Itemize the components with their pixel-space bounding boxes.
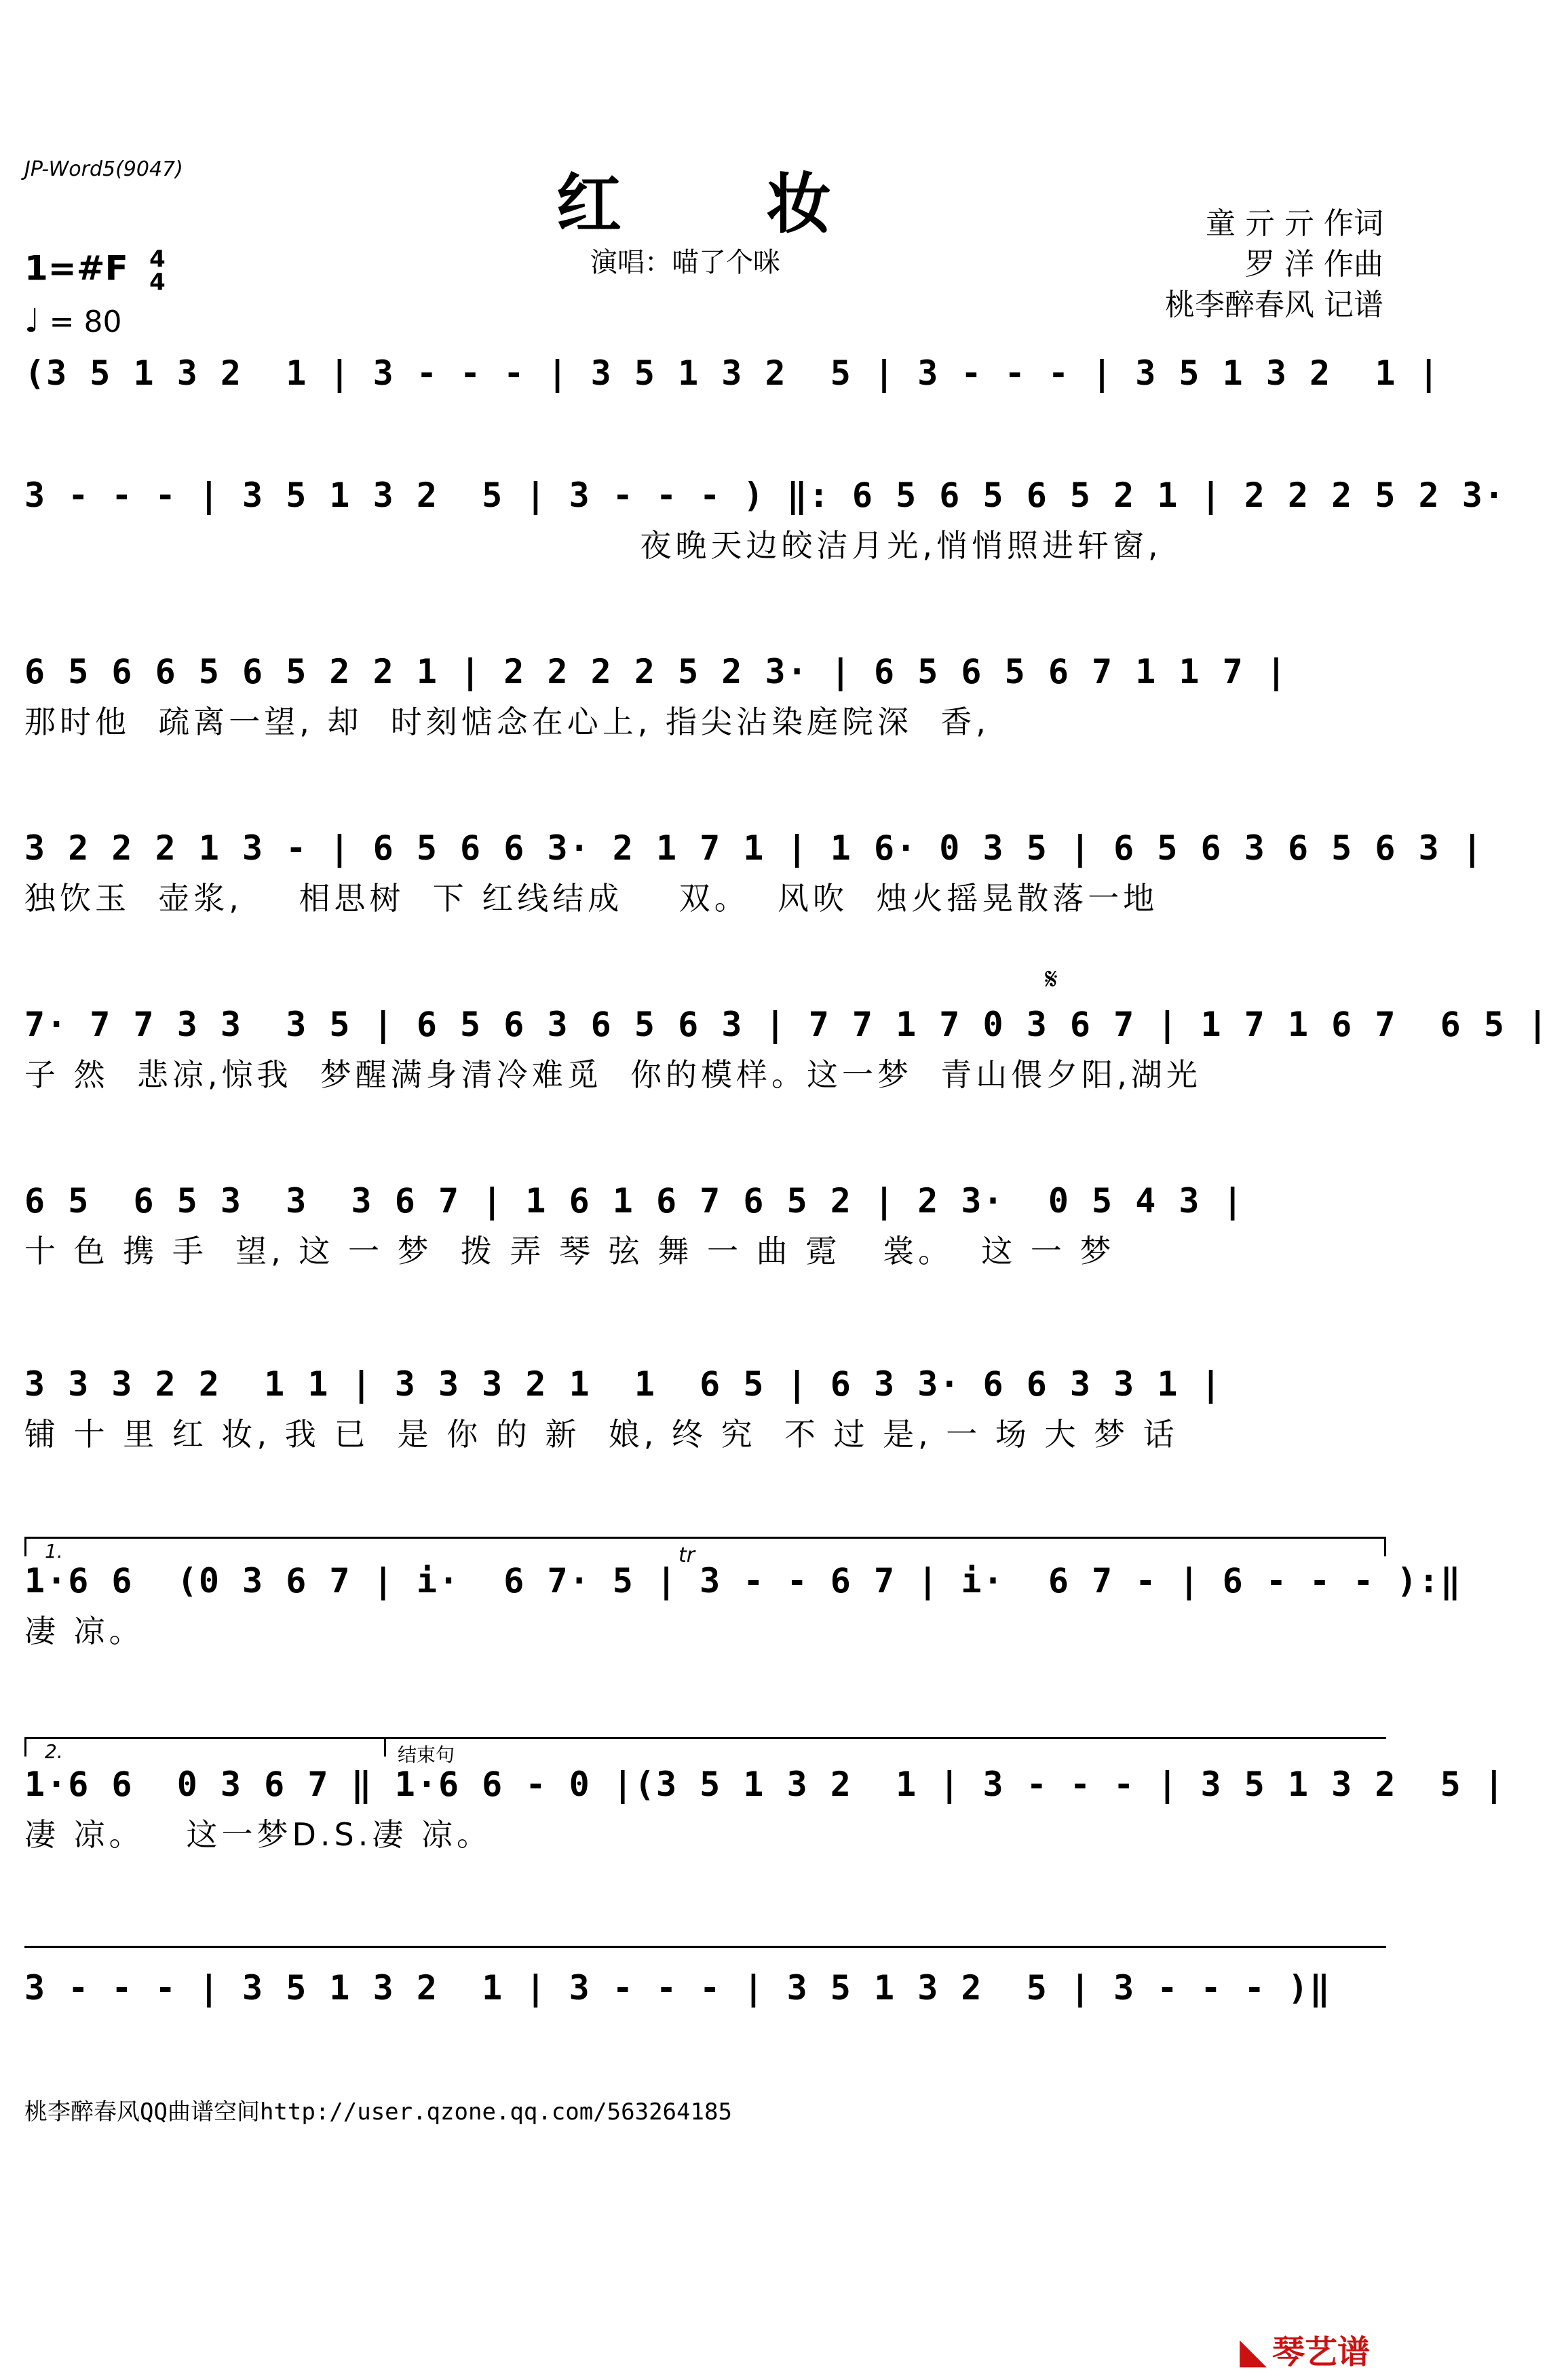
system-5 xyxy=(24,1004,1549,1095)
singer-credit: 演唱：喵了个咪 xyxy=(590,247,780,278)
system-2 xyxy=(24,475,1506,566)
notes-line: 6 5 6 5 3 3 3 6 7 | 1 6 1 6 7 6 5 2 | 2 3· 0 5 4 3 | xyxy=(24,1181,1244,1221)
system-4 xyxy=(24,828,1484,919)
composer-credit: 罗 洋 作曲 xyxy=(1245,247,1383,282)
ending-phrase-label: 结束句 xyxy=(398,1744,455,1766)
system-3 xyxy=(24,651,1386,742)
key-signature xyxy=(24,248,166,294)
lyrics-line: 子 然 悲凉,惊我 梦醒满身清冷难觅 你的模样。这一梦 青山偎夕阳,湖光 xyxy=(24,1056,1202,1093)
quarter-note-icon: ♩ xyxy=(24,302,40,340)
second-ending-label: 2. xyxy=(45,1740,63,1763)
notes-line: 7· 7 7 3 3 3 5 | 6 5 6 3 6 5 6 3 | 7 7 1 7 0 3 6 7 | 1 7 1 6 7 6 5 | xyxy=(24,1005,1549,1044)
first-ending-label: 1. xyxy=(45,1540,63,1562)
notes-line: 6 5 6 6 5 6 5 2 2 1 | 2 2 2 2 5 2 3· | 6 5 6 5 6 7 1 1 7 | xyxy=(24,652,1288,691)
logo-icon: ◣ xyxy=(1239,2331,1267,2372)
system-9 xyxy=(24,1764,1506,1855)
tempo-value: = 80 xyxy=(49,305,122,339)
system-10 xyxy=(24,1968,1386,2018)
notes-line: 1·6 6 (0 3 6 7 | i· 6 7· 5 | 3 - - 6 7 | i· 6 7 - | 6 - - - ):‖ xyxy=(24,1561,1462,1600)
second-ending-bracket xyxy=(24,1737,1386,1766)
notes-line: (3 5 1 3 2 1 | 3 - - - | 3 5 1 3 2 5 | 3 - - - | 3 5 1 3 2 1 | xyxy=(24,353,1440,393)
notes-line: 1·6 6 0 3 6 7 ‖ 1·6 6 - 0 |(3 5 1 3 2 1 | 3 - - - | 3 5 1 3 2 5 | xyxy=(24,1765,1506,1804)
lyrics-line: 十 色 携 手 望, 这 一 梦 拨 弄 琴 弦 舞 一 曲 霓 裳。 这 一 梦 xyxy=(24,1233,1115,1269)
first-ending-bracket xyxy=(24,1537,1386,1562)
outro-line xyxy=(24,1946,1386,1965)
lyrics-line: 夜晚天边皎洁月光,悄悄照进轩窗, xyxy=(24,527,1162,564)
lyrics-line: 那时他 疏离一望, 却 时刻惦念在心上, 指尖沾染庭院深 香, xyxy=(24,704,990,740)
bracket-tick xyxy=(384,1739,386,1757)
segno-icon: 𝄋 xyxy=(1045,962,1058,997)
lyrics-line: 独饮玉 壶浆, 相思树 下 红线结成 双。 风吹 烛火摇晃散落一地 xyxy=(24,880,1159,917)
system-7 xyxy=(24,1364,1386,1455)
system-6 xyxy=(24,1181,1386,1271)
watermark-text: 琴艺谱 xyxy=(1271,2333,1370,2371)
time-bottom: 4 xyxy=(149,269,166,296)
bracket-tick xyxy=(1384,1539,1386,1556)
notes-line: 3 - - - | 3 5 1 3 2 1 | 3 - - - | 3 5 1 3 2 5 | 3 - - - )‖ xyxy=(24,1968,1332,2008)
lyrics-line: 凄 凉。 这一梦D.S.凄 凉。 xyxy=(24,1816,492,1853)
tempo-marking xyxy=(24,302,121,340)
bracket-tick xyxy=(24,1739,26,1757)
key-label: 1=#F xyxy=(24,248,128,288)
transcriber-credit: 桃李醉春风 记谱 xyxy=(1165,288,1383,322)
notes-line: 3 3 3 2 2 1 1 | 3 3 3 2 1 1 6 5 | 6 3 3· 6 6 3 3 1 | xyxy=(24,1364,1223,1404)
system-8 xyxy=(24,1560,1462,1651)
watermark-logo xyxy=(1240,2326,1370,2373)
lyrics-line: 铺 十 里 红 妆, 我 已 是 你 的 新 娘, 终 究 不 过 是, 一 场 大 梦 话 xyxy=(24,1416,1179,1453)
footer-source: 桃李醉春风QQ曲谱空间http://user.qzone.qq.com/563264185 xyxy=(24,2098,732,2126)
lyrics-line: 凄 凉。 xyxy=(24,1613,145,1649)
time-top: 4 xyxy=(149,246,166,273)
credits-block xyxy=(1165,204,1383,326)
lyricist-credit: 童 亓 亓 作词 xyxy=(1206,206,1383,241)
time-signature xyxy=(149,248,166,294)
trill-mark: tr xyxy=(678,1543,695,1567)
notes-line: 3 - - - | 3 5 1 3 2 5 | 3 - - - ) ‖: 6 5 6 5 6 5 2 1 | 2 2 2 5 2 3· xyxy=(24,476,1506,515)
system-1 xyxy=(24,353,1440,403)
bracket-tick xyxy=(24,1539,26,1556)
notes-line: 3 2 2 2 1 3 - | 6 5 6 6 3· 2 1 7 1 | 1 6· 0 3 5 | 6 5 6 3 6 5 6 3 | xyxy=(24,828,1484,868)
software-label: JP-Word5(9047) xyxy=(24,157,183,181)
song-title: 红 妆 xyxy=(556,166,893,242)
